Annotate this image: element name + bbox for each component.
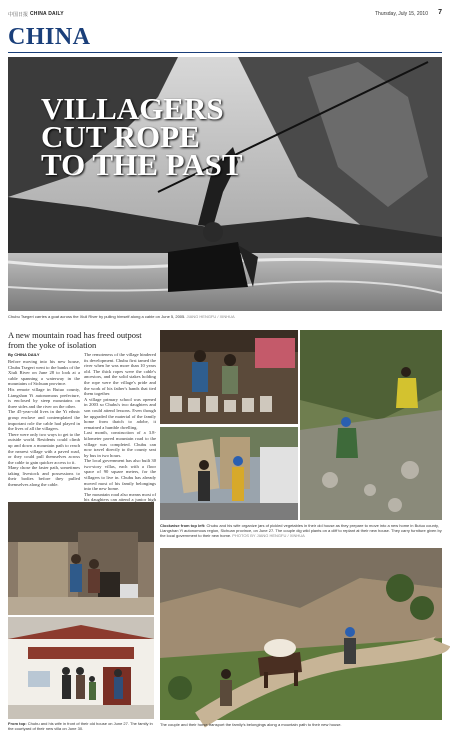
page-number: 7: [438, 9, 442, 16]
mountain-path-photo: [160, 548, 442, 720]
left-caption-text: Chubu and his wife in front of their old house on June 27. The family in the courtyard of their new villa on June 30.: [8, 721, 153, 731]
masthead: [8, 8, 442, 22]
hero-caption: [8, 314, 442, 319]
masthead-chinese-name: 中国日报: [8, 12, 29, 18]
right-top-caption: [160, 523, 442, 538]
pickled-jars-photo: [160, 330, 298, 424]
hero-headline: [41, 91, 243, 182]
masthead-name: CHINA DAILY: [30, 11, 64, 17]
old-house-photo: [8, 502, 154, 615]
right-bottom-caption: The couple and their horse transport the family's belongings along a mountain path to their new house.: [160, 722, 342, 727]
hero-caption-text: Chubu Tsegeri carries a goat across the Xiuli River by pulling himself along a cable on June 5, 2005.: [8, 314, 186, 319]
hero-photo: [8, 57, 442, 311]
story-column-2: The remoteness of the village hindered its development. Chubu first tamed the river when he was more than 10 years old. The thick ropes were the cable's ancestors, and the solid stakes holding the rope were the village's pride and the work of his father's hands that tied them together. A village primary school was opened in 2003 so Chubu's two daughters and son could attend lessons. Even though he upgraded the material of the family home from thatch to adobe, it remained a humble dwelling. Last month, construction of a 3.8-kilometer paved mountain road to the village was completed. Chubu can now travel directly to the county seat by bus in two hours. The local government has also built 30 two-story villas, each with a floor space of 90 square meters, for the villagers to live in. Chubu has already moved most of his family belongings into the new home. The mountain road also means most of his daughters can attend a junior high: [84, 352, 156, 503]
issue-date: Thursday, July 15, 2010: [375, 11, 428, 17]
left-caption: [8, 721, 154, 731]
carrying-furniture-photo: [160, 427, 298, 520]
right-top-caption-label: Clockwise from top left:: [160, 523, 206, 528]
new-villa-photo: [8, 617, 154, 719]
left-caption-label: From top:: [8, 721, 27, 726]
hero-headline-line: VILLAGERS: [41, 91, 224, 126]
hero-credit: JIANG HENGFU / XINHUA: [186, 314, 235, 319]
section-title: CHINA: [8, 24, 91, 50]
story-subheadline: A new mountain road has freed outpost from the yoke of isolation: [8, 330, 142, 350]
right-top-caption-text: Chubu and his wife organize jars of pickled vegetables in their old house as they prepare to move into a new home in Butuo county, Liangshan Yi autonomous region, Sichuan province, on June 27. The couple dig wild plants on a cliff to replant at their new house. They carry furniture given by the local government to their new home.: [160, 523, 442, 538]
section-divider: [8, 52, 442, 53]
story-byline: By CHINA DAILY: [8, 352, 40, 357]
hero-headline-line: CUT ROPE: [41, 119, 200, 154]
hero-headline-line: TO THE PAST: [41, 147, 243, 182]
story-column-1: Before moving into his new house, Chubu Tsegeri went to the banks of the Xiuli River on June 28 to look at a cable spanning a waterway in the mountains of Sichuan province. His remote village in Butuo county, Liangshan Yi autonomous prefecture, is enclosed by steep mountains on three sides and the river on the other. The 45-year-old lives in the Yi ethnic group enclave and contemplated the important role the cable had played in the lives of all the villagers. There were only two ways to get to the outside world. Residents could climb up and down a mountain path to reach the nearest village with a paved road, or they could pull themselves across the cable to gain quicker access to it. Many chose the faster path, sometimes taking livestock and possessions to their bodies before they pulled themselves along the cable.: [8, 359, 80, 488]
cliff-digging-photo: [300, 330, 442, 520]
right-top-caption-credit: PHOTOS BY JIANG HENGFU / XINHUA: [232, 533, 305, 538]
